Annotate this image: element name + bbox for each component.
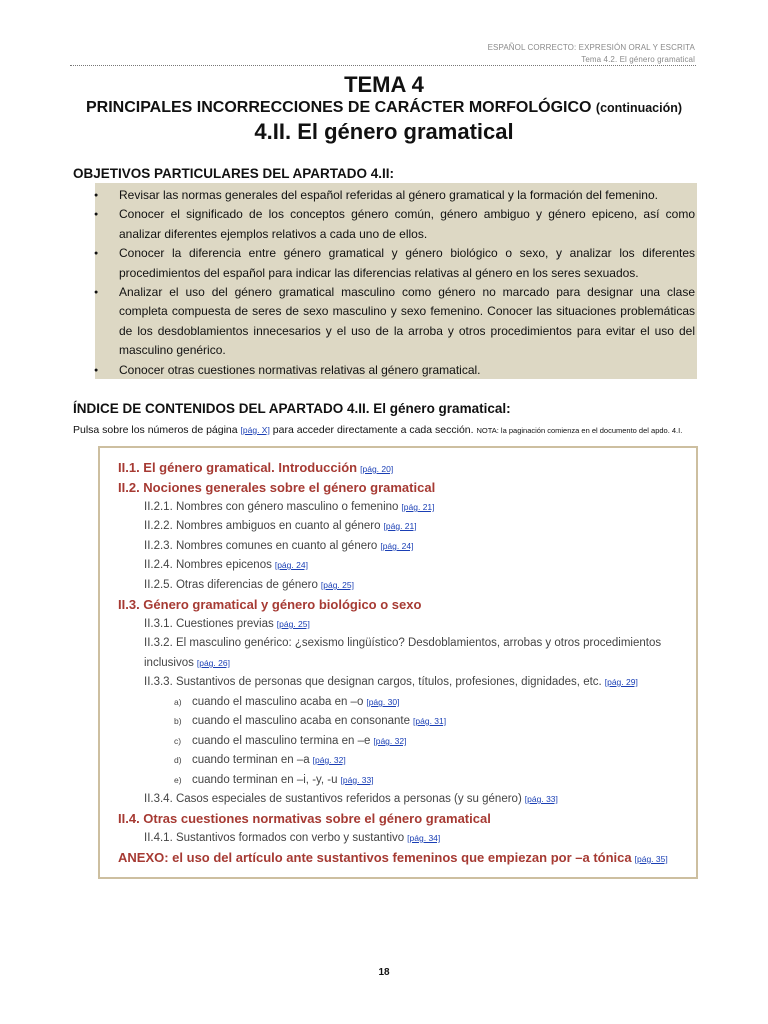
toc-item xyxy=(174,735,406,747)
toc-subsection xyxy=(144,579,354,591)
toc-subsection xyxy=(144,618,310,630)
toc-subsection xyxy=(144,637,661,649)
pagination-note: NOTA: la paginación comienza en el documento del apdo. 4.I. xyxy=(476,426,683,435)
page-link[interactable]: [pág. 34] xyxy=(407,833,441,843)
page-link[interactable]: [pág. 30] xyxy=(366,697,400,707)
tema-subtitle xyxy=(0,98,768,118)
toc-label: II.3.1. Cuestiones previas xyxy=(144,618,274,630)
toc-item xyxy=(174,774,374,786)
toc-section xyxy=(118,811,491,826)
page-link[interactable]: [pág. 25] xyxy=(276,619,310,629)
page-link[interactable]: [pág. 24] xyxy=(380,541,414,551)
instruction-link[interactable]: [pág. X] xyxy=(240,425,270,435)
toc-label: II.2.5. Otras diferencias de género xyxy=(144,579,318,591)
toc-label: II.4.1. Sustantivos formados con verbo y sustantivo xyxy=(144,832,405,844)
table-of-contents xyxy=(98,446,698,879)
continuation-text: (continuación) xyxy=(595,101,683,115)
objective-item: ● Conocer otras cuestiones normativas relativas al género gramatical. xyxy=(93,361,695,380)
page-link[interactable]: [pág. 20] xyxy=(360,464,394,474)
toc-section xyxy=(118,480,435,495)
toc-subsection xyxy=(144,832,440,844)
item-letter: d) xyxy=(174,755,182,765)
page-link[interactable]: [pág. 26] xyxy=(196,658,230,668)
toc-label: ANEXO: el uso del artículo ante sustantivos femeninos que empiezan por –a tónica xyxy=(118,850,632,865)
page-link[interactable]: [pág. 29] xyxy=(604,677,638,687)
toc-label: inclusivos xyxy=(144,657,194,669)
page-link[interactable]: [pág. 32] xyxy=(312,755,346,765)
toc-item xyxy=(174,754,346,766)
toc-subsection xyxy=(144,520,417,532)
item-letter: e) xyxy=(174,775,182,785)
index-heading xyxy=(73,401,511,416)
item-letter: c) xyxy=(174,736,182,746)
objective-item: ● Conocer la diferencia entre género gramatical y género biológico o sexo, y analizar los diferentes procedimientos del español para indicar las diferencias relativas al género en los seres sexuados. xyxy=(93,244,695,283)
toc-section xyxy=(118,460,393,475)
toc-subsection xyxy=(144,793,558,805)
page-link[interactable]: [pág. 25] xyxy=(320,580,354,590)
item-letter: a) xyxy=(174,697,182,707)
toc-label: II.3. Género gramatical y género biológico o sexo xyxy=(118,597,422,612)
toc-subsection xyxy=(144,501,435,513)
toc-subsection xyxy=(144,676,638,688)
toc-label: cuando el masculino acaba en –o xyxy=(192,696,364,708)
toc-subsection xyxy=(144,657,230,669)
section-title: 4.II. El género gramatical xyxy=(254,119,514,144)
toc-label: II.2.2. Nombres ambiguos en cuanto al género xyxy=(144,520,381,532)
toc-label: II.2. Nociones generales sobre el género gramatical xyxy=(118,480,436,495)
toc-section xyxy=(118,597,421,612)
toc-label: II.3.3. Sustantivos de personas que designan cargos, títulos, profesiones, dignidades, etc. xyxy=(144,676,602,688)
subtitle-text: PRINCIPALES INCORRECCIONES DE CARÁCTER MORFOLÓGICO xyxy=(85,99,592,116)
objective-item: ● Conocer el significado de los conceptos género común, género ambiguo y género epiceno, así como analizar diferentes ejemplos relativos a cada uno de ellos. xyxy=(93,205,695,244)
toc-label: II.2.3. Nombres comunes en cuanto al género xyxy=(144,540,378,552)
instruction-post: para acceder directamente a cada sección. xyxy=(272,424,474,436)
header-line-1: ESPAÑOL CORRECTO: EXPRESIÓN ORAL Y ESCRITA xyxy=(487,43,695,52)
page-link[interactable]: [pág. 24] xyxy=(274,560,308,570)
objectives-list xyxy=(93,186,695,380)
index-heading-main: ÍNDICE DE CONTENIDOS DEL APARTADO 4.II. xyxy=(73,401,370,416)
toc-item xyxy=(174,696,399,708)
toc-item xyxy=(174,715,446,727)
toc-label: II.1. El género gramatical. Introducción xyxy=(118,460,358,475)
running-header xyxy=(488,42,695,66)
toc-label: II.2.1. Nombres con género masculino o femenino xyxy=(144,501,399,513)
instruction-pre: Pulsa sobre los números de página xyxy=(73,424,238,436)
page-link[interactable]: [pág. 35] xyxy=(634,854,668,864)
toc-label: cuando el masculino termina en –e xyxy=(192,735,371,747)
toc-label: II.2.4. Nombres epicenos xyxy=(144,559,272,571)
header-line-2: Tema 4.2. El género gramatical xyxy=(581,55,695,64)
toc-label: cuando terminan en –a xyxy=(192,754,310,766)
page-number: 18 xyxy=(378,967,390,978)
header-rule xyxy=(70,65,696,66)
tema-title: TEMA 4 xyxy=(344,72,424,97)
objectives-heading: OBJETIVOS PARTICULARES DEL APARTADO 4.II: xyxy=(73,166,395,181)
toc-label: II.4. Otras cuestiones normativas sobre el género gramatical xyxy=(118,811,491,826)
page-link[interactable]: [pág. 21] xyxy=(401,502,435,512)
toc-label: cuando el masculino acaba en consonante xyxy=(192,715,411,727)
toc-subsection xyxy=(144,540,413,552)
page-link[interactable]: [pág. 33] xyxy=(524,794,558,804)
index-heading-rest: El género gramatical: xyxy=(373,401,511,416)
page-link[interactable]: [pág. 31] xyxy=(413,716,447,726)
objective-item: ● Analizar el uso del género gramatical masculino como género no marcado para designar una clase completa compuesta de seres de sexo masculino y sexo femenino. Conocer las situaciones problemáticas de los desdoblamientos innecesarios y el uso de la arroba y otros procedimientos para evitar el uso del masculino genérico. xyxy=(93,283,695,361)
objective-item: ● Revisar las normas generales del español referidas al género gramatical y la formación del femenino. xyxy=(93,186,695,205)
toc-label: cuando terminan en –i, -y, -u xyxy=(192,774,338,786)
page-link[interactable]: [pág. 21] xyxy=(383,521,417,531)
page-link[interactable]: [pág. 33] xyxy=(340,775,374,785)
index-instruction xyxy=(73,423,682,438)
toc-label: II.3.4. Casos especiales de sustantivos referidos a personas (y su género) xyxy=(144,793,522,805)
page-link[interactable]: [pág. 32] xyxy=(373,736,407,746)
toc-annex xyxy=(118,850,668,865)
toc-subsection xyxy=(144,559,308,571)
item-letter: b) xyxy=(174,716,182,726)
toc-label: II.3.2. El masculino genérico: ¿sexismo lingüístico? Desdoblamientos, arrobas y otros procedimientos xyxy=(144,637,662,649)
